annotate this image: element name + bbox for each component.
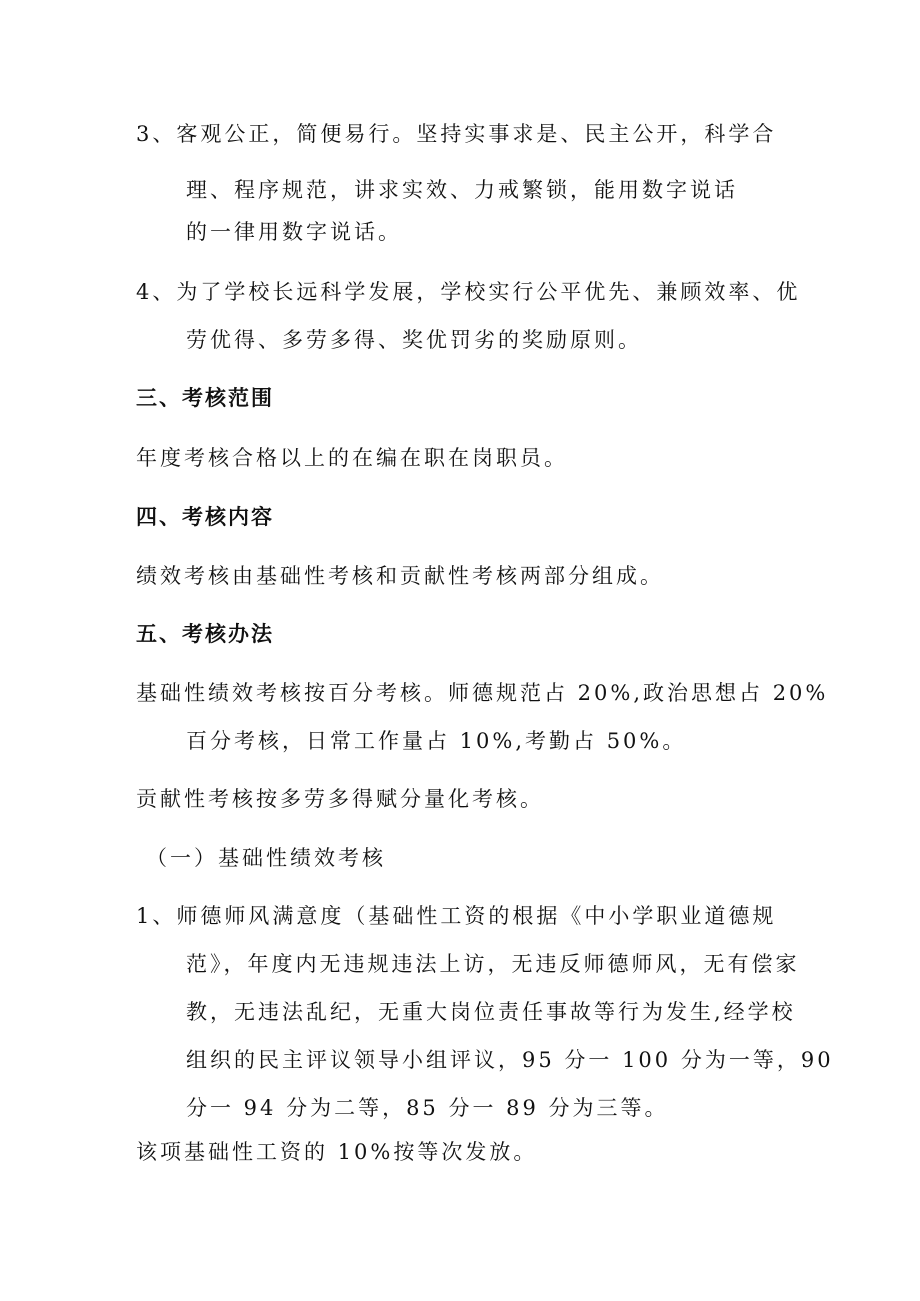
point1-line1: 1、师德师风满意度（基础性工资的根据《中小学职业道德规 xyxy=(136,904,777,928)
section3-heading: 三、考核范围 xyxy=(136,386,274,410)
subsection-basic-heading: （一）基础性绩效考核 xyxy=(146,846,386,870)
point1-line3: 教，无违法乱纪，无重大岗位责任事故等行为发生,经学校 xyxy=(186,1000,796,1024)
item3-line2: 理、程序规范，讲求实效、力戒繁锁，能用数字说话 xyxy=(186,178,738,202)
section5-heading: 五、考核办法 xyxy=(136,622,274,646)
item4-line2: 劳优得、多劳多得、奖优罚劣的奖励原则。 xyxy=(186,328,642,352)
section3-text: 年度考核合格以上的在编在职在岗职员。 xyxy=(136,446,568,470)
point1-line2: 范》，年度内无违规违法上访，无违反师德师风，无有偿家 xyxy=(186,952,800,976)
payment-note: 该项基础性工资的 10%按等次发放。 xyxy=(136,1140,538,1164)
basic-assessment-line2: 百分考核，日常工作量占 10%,考勤占 50%。 xyxy=(186,729,687,753)
item4-line1: 4、为了学校长远科学发展，学校实行公平优先、兼顾效率、优 xyxy=(136,280,801,304)
section4-heading: 四、考核内容 xyxy=(136,505,274,529)
section4-text: 绩效考核由基础性考核和贡献性考核两部分组成。 xyxy=(136,564,664,588)
item3-line1: 3、客观公正，简便易行。坚持实事求是、民主公开，科学合 xyxy=(136,122,777,146)
point1-line5: 分一 94 分为二等，85 分一 89 分为三等。 xyxy=(186,1096,669,1120)
point1-line4: 组织的民主评议领导小组评议，95 分一 100 分为一等，90 xyxy=(186,1048,834,1072)
basic-assessment-line1: 基础性绩效考核按百分考核。师德规范占 20%,政治思想占 20% xyxy=(136,681,829,705)
contribution-assessment-text: 贡献性考核按多劳多得赋分量化考核。 xyxy=(136,787,544,811)
item3-line3: 的一律用数字说话。 xyxy=(186,220,402,244)
